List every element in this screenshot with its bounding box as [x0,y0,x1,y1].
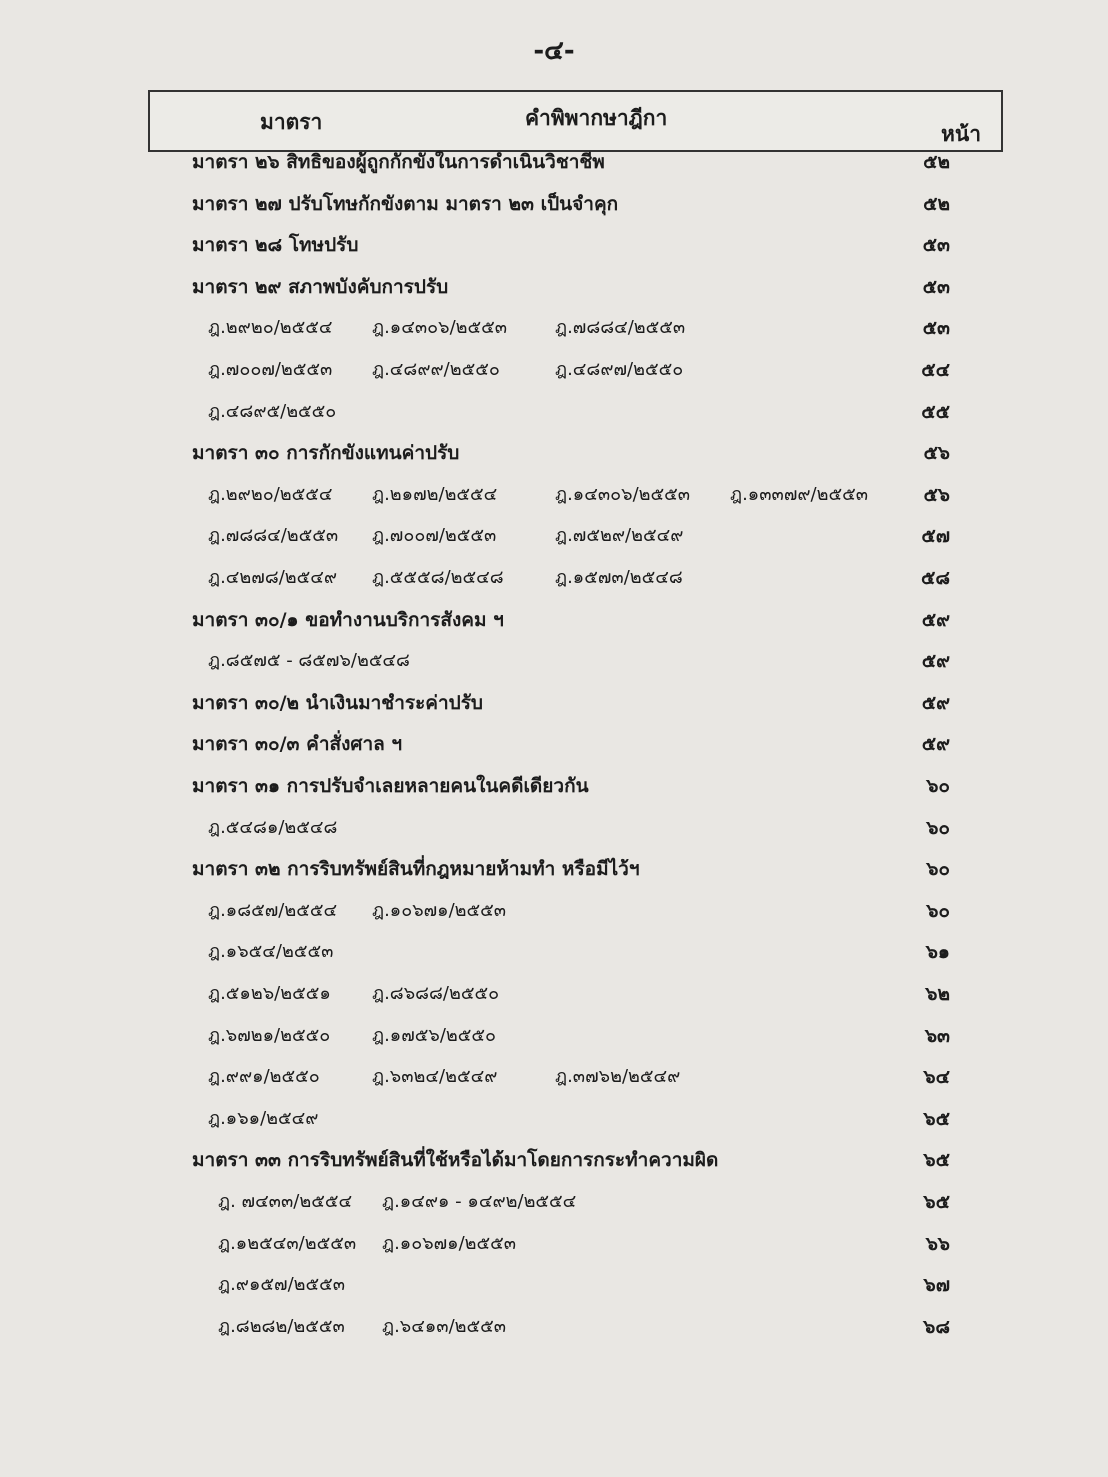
page-ref: ๖๐ [926,816,950,839]
reference-row [0,350,1108,390]
section-row [0,600,1108,640]
section-title: มาตรา ๓๐ การกักขังแทนค่าปรับ [192,442,460,465]
section-row [0,433,1108,473]
page-ref: ๕๕ [921,400,950,423]
section-row [0,766,1108,806]
reference-row [0,1224,1108,1264]
page-ref: ๕๙ [921,733,950,756]
section-title: มาตรา ๓๐/๑ ขอทำงานบริการสังคม ฯ [192,608,504,631]
page-ref: ๕๔ [921,359,950,381]
case-reference: ฎ.๑๐๖๗๑/๒๕๕๓ [372,899,507,921]
reference-row [0,558,1108,598]
reference-row [0,932,1108,972]
page-ref: ๕๓ [922,234,950,257]
section-title: มาตรา ๒๘ โทษปรับ [192,234,359,257]
section-row [0,724,1108,764]
case-reference: ฎ.๗๘๘๔/๒๕๕๓ [555,317,686,339]
page-ref: ๖๗ [923,1274,950,1297]
case-reference: ฎ.๓๗๖๒/๒๕๔๙ [555,1066,681,1088]
case-reference: ฎ.๘๖๘๘/๒๕๕๐ [372,983,500,1004]
case-reference: ฎ.๑๒๕๔๓/๒๕๕๓ [218,1232,357,1254]
case-reference: ฎ.๑๖๑/๒๕๔๙ [208,1107,319,1129]
page-ref: ๕๗ [921,525,950,548]
case-reference: ฎ.๒๙๒๐/๒๕๕๔ [208,483,333,505]
section-row [0,142,1108,182]
reference-row [0,891,1108,931]
reference-row [0,1016,1108,1056]
case-reference: ฎ.๔๘๙๙/๒๕๕๐ [372,359,500,380]
reference-row [0,1265,1108,1305]
case-reference: ฎ.๕๔๘๑/๒๕๔๘ [208,816,338,838]
page-ref: ๕๖ [923,483,950,506]
case-reference: ฎ.๗๕๒๙/๒๕๔๙ [555,525,684,547]
section-title: มาตรา ๒๙ สภาพบังคับการปรับ [192,275,449,298]
section-row [0,267,1108,307]
case-reference: ฎ.๙๙๑/๒๕๕๐ [208,1066,320,1088]
page-ref: ๖๐ [926,775,950,797]
page-ref: ๖๕ [923,1149,950,1172]
case-reference: ฎ.๖๓๒๔/๒๕๔๙ [372,1066,498,1088]
index-list [0,142,1108,1352]
case-reference: ฎ.๗๘๘๔/๒๕๕๓ [208,525,339,547]
case-reference: ฎ.๑๕๗๓/๒๕๔๘ [555,567,683,588]
case-reference: ฎ. ๗๔๓๓/๒๕๕๔ [218,1191,353,1212]
header-section-label: มาตรา [260,110,323,134]
page-ref: ๕๓ [922,275,950,298]
case-reference: ฎ.๕๕๕๘/๒๕๔๘ [372,567,504,588]
page-ref: ๖๕ [923,1191,950,1213]
section-title: มาตรา ๓๐/๓ คำสั่งศาล ฯ [192,733,403,756]
case-reference: ฎ.๕๑๒๖/๒๕๕๑ [208,983,331,1004]
reference-row [0,1182,1108,1222]
case-reference: ฎ.๑๖๕๔/๒๕๕๓ [208,941,334,963]
case-reference: ฎ.๗๐๐๗/๒๕๕๓ [208,359,333,380]
section-row [0,225,1108,265]
section-title: มาตรา ๓๐/๒ นำเงินมาชำระค่าปรับ [192,691,483,714]
section-row [0,184,1108,224]
section-row [0,849,1108,889]
case-reference: ฎ.๒๙๒๐/๒๕๕๔ [208,317,333,339]
case-reference: ฎ.๑๔๓๐๖/๒๕๕๓ [372,317,508,339]
section-title: มาตรา ๓๓ การริบทรัพย์สินที่ใช้หรือได้มาโดยการกระทำความผิด [192,1149,719,1172]
reference-row [0,1307,1108,1347]
case-reference: ฎ.๑๗๕๖/๒๕๕๐ [372,1024,496,1046]
reference-row [0,974,1108,1014]
header-title-label: คำพิพากษาฎีกา [525,106,668,130]
reference-row [0,808,1108,848]
case-reference: ฎ.๑๓๓๗๙/๒๕๕๓ [730,483,869,505]
section-title: มาตรา ๒๗ ปรับโทษกักขังตาม มาตรา ๒๓ เป็นจำคุก [192,192,619,215]
reference-row [0,1099,1108,1139]
reference-row [0,392,1108,432]
page-ref: ๕๓ [922,317,950,340]
reference-row [0,475,1108,515]
case-reference: ฎ.๑๘๕๗/๒๕๕๔ [208,899,338,921]
page-ref: ๖๖ [925,1232,950,1255]
page-ref: ๖๕ [923,1107,950,1130]
case-reference: ฎ.๘๒๘๒/๒๕๕๓ [218,1315,345,1337]
case-reference: ฎ.๘๕๗๕ - ๘๕๗๖/๒๕๔๘ [208,650,410,672]
case-reference: ฎ.๔๘๙๗/๒๕๕๐ [555,359,684,380]
case-reference: ฎ.๑๔๓๐๖/๒๕๕๓ [555,483,691,505]
case-reference: ฎ.๙๑๕๗/๒๕๕๓ [218,1274,346,1296]
page-ref: ๖๘ [923,1315,950,1338]
case-reference: ฎ.๒๑๗๒/๒๕๕๔ [372,483,498,505]
page-ref: ๖๒ [925,983,950,1005]
header-page-label: หน้า [941,122,981,146]
section-row [0,1140,1108,1180]
page-ref: ๖๐ [926,899,950,922]
page-ref: ๖๑ [925,941,950,964]
reference-row [0,641,1108,681]
page-ref: ๕๒ [923,151,950,173]
case-reference: ฎ.๗๐๐๗/๒๕๕๓ [372,525,497,547]
case-reference: ฎ.๖๗๒๑/๒๕๕๐ [208,1024,331,1046]
section-title: มาตรา ๓๒ การริบทรัพย์สินที่กฎหมายห้ามทำ หรือมีไว้ฯ [192,858,640,881]
page-ref: ๕๙ [921,608,950,631]
section-title: มาตรา ๓๑ การปรับจำเลยหลายคนในคดีเดียวกัน [192,775,589,797]
page-ref: ๕๖ [923,442,950,465]
case-reference: ฎ.๑๐๖๗๑/๒๕๕๓ [382,1232,517,1254]
page-number: -๔- [533,36,575,66]
case-reference: ฎ.๑๔๙๑ - ๑๔๙๒/๒๕๕๔ [382,1191,577,1212]
page-ref: ๖๐ [926,858,950,881]
section-row [0,683,1108,723]
page-ref: ๕๘ [920,567,950,589]
reference-row [0,516,1108,556]
case-reference: ฎ.๔๒๗๘/๒๕๔๙ [208,567,338,588]
page-ref: ๕๒ [923,192,950,215]
page-ref: ๖๓ [924,1024,950,1047]
case-reference: ฎ.๔๘๙๕/๒๕๕๐ [208,400,337,422]
page-ref: ๕๙ [921,691,950,714]
reference-row [0,1057,1108,1097]
page-ref: ๕๙ [921,650,950,673]
case-reference: ฎ.๖๔๑๓/๒๕๕๓ [382,1315,507,1337]
page-ref: ๖๔ [923,1066,950,1089]
section-title: มาตรา ๒๖ สิทธิของผู้ถูกกักขังในการดำเนินวิชาชีพ [192,151,605,173]
reference-row [0,308,1108,348]
